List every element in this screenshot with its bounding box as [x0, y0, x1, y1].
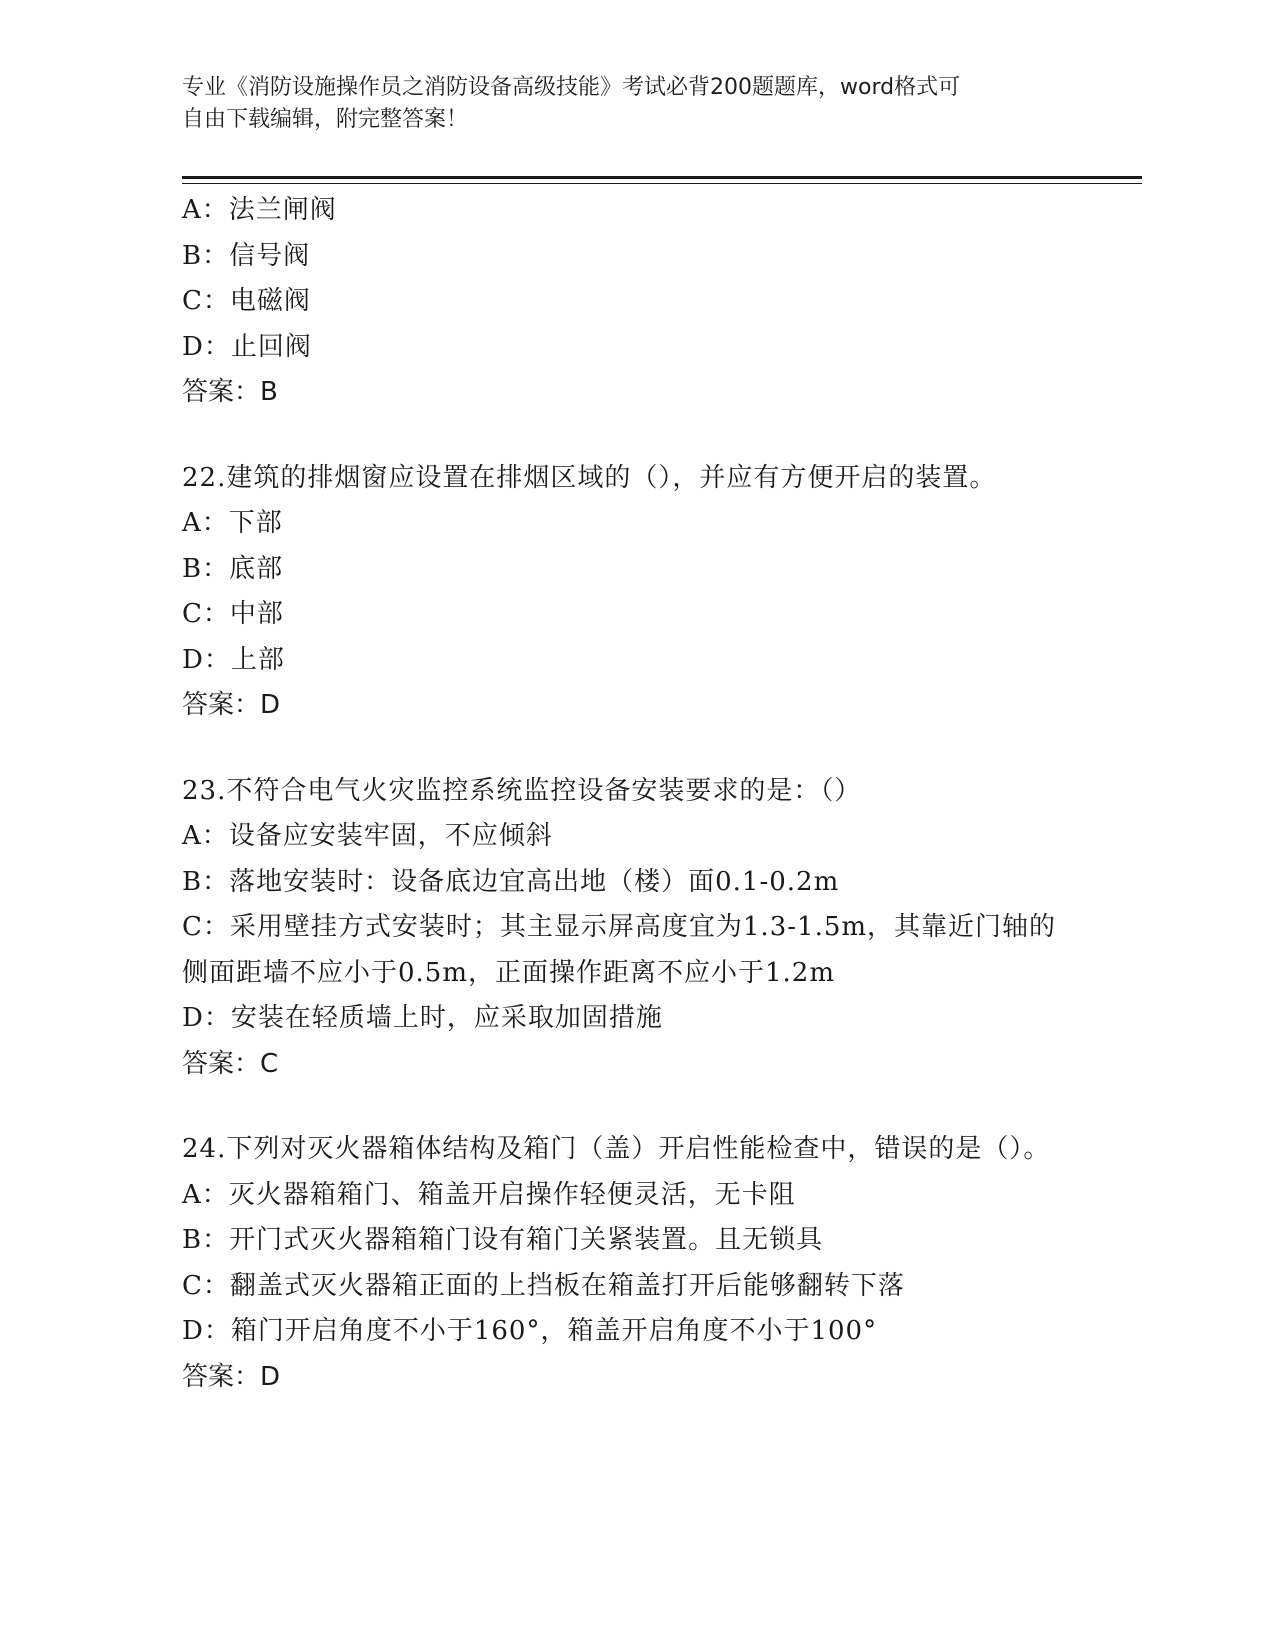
option-a: A：设备应安装牢固，不应倾斜 [182, 821, 553, 851]
option-a: A：法兰闸阀 [182, 195, 337, 225]
question-block-21 [182, 188, 1082, 416]
header-rule-thin [182, 183, 1142, 184]
answer-label: 答案：D [182, 690, 281, 720]
question-block-23 [182, 769, 1082, 1088]
option-d: D：安装在轻质墙上时，应采取加固措施 [182, 1003, 663, 1033]
option-b: B：信号阀 [182, 240, 311, 271]
option-b: B：底部 [182, 553, 284, 584]
answer-label: 答案：B [182, 377, 278, 407]
option-c: C：翻盖式灭火器箱正面的上挡板在箱盖打开后能够翻转下落 [182, 1270, 905, 1301]
option-c: C：中部 [182, 599, 284, 629]
option-a: A：下部 [182, 508, 283, 538]
question-block-24 [182, 1127, 1082, 1400]
question-list [182, 188, 1082, 1400]
answer-label: 答案：D [182, 1361, 281, 1392]
option-a: A：灭火器箱箱门、箱盖开启操作轻便灵活，无卡阻 [182, 1179, 796, 1210]
option-c: C：电磁阀 [182, 286, 311, 316]
option-b: B：开门式灭火器箱箱门设有箱门关紧装置。且无锁具 [182, 1225, 824, 1255]
option-c: C：采用壁挂方式安装时；其主显示屏高度宜为1.3-1.5m，其靠近门轴的侧面距墙不应小于0.5m，正面操作距离不应小于1.2m [182, 912, 1057, 988]
question-block-22 [182, 456, 1082, 729]
option-b: B：落地安装时：设备底边宜高出地（楼）面0.1-0.2m [182, 866, 840, 897]
question-text: 22.建筑的排烟窗应设置在排烟区域的（），并应有方便开启的装置。 [182, 462, 997, 493]
document-header [182, 72, 1062, 136]
option-d: D：止回阀 [182, 331, 312, 362]
header-line-2: 自由下载编辑，附完整答案！ [182, 107, 469, 132]
option-d: D：箱门开启角度不小于160°，箱盖开启角度不小于100° [182, 1316, 878, 1346]
question-text: 24.下列对灭火器箱体结构及箱门（盖）开启性能检查中，错误的是（）。 [182, 1134, 1051, 1164]
question-text: 23.不符合电气火灾监控系统监控设备安装要求的是：（） [182, 775, 862, 806]
header-rule-thick [182, 176, 1142, 179]
header-line-1: 专业《消防设施操作员之消防设备高级技能》考试必背200题题库，word格式可 [182, 75, 961, 100]
option-d: D：上部 [182, 644, 285, 675]
answer-label: 答案：C [182, 1048, 279, 1079]
